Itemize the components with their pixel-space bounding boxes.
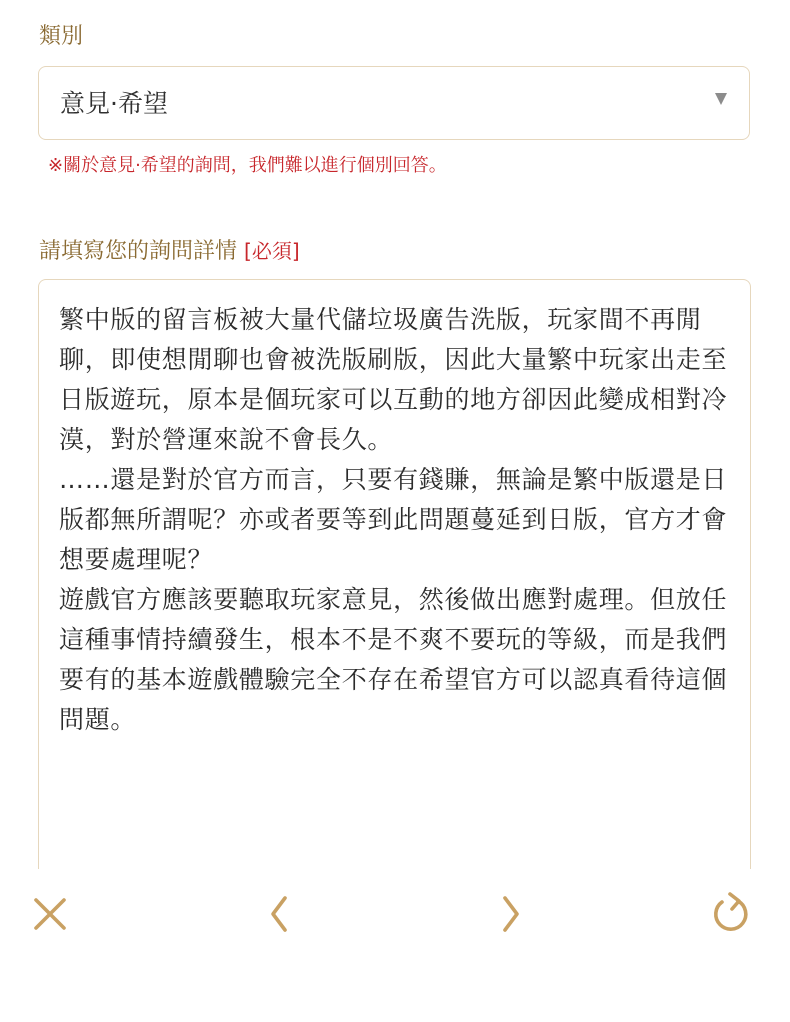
browser-toolbar	[0, 869, 790, 1022]
details-label: 請填寫您的詢問詳情	[39, 239, 238, 264]
category-selected-value: 意見·希望	[60, 89, 168, 118]
required-badge: [必須]	[244, 239, 300, 263]
category-label: 類別	[39, 24, 84, 49]
category-select[interactable]	[38, 66, 750, 140]
dropdown-arrow-icon	[715, 93, 727, 105]
details-textarea-content[interactable]: 繁中版的留言板被大量代儲垃圾廣告洗版，玩家間不再閒聊，即使想閒聊也會被洗版刷版，因此大量繁中玩家出走至日版遊玩，原本是個玩家可以互動的地方卻因此變成相對冷漠，對於營運來說不會長久。 ……還是對於官方而言，只要有錢賺，無論是繁中版還是日版都無所謂呢？亦或者要等到此問題蔓延到日版，官方才會想要處理呢？ 遊戲官方應該要聽取玩家意見，然後做出應對處理。但放任這種事情持續發生，根本不是不爽不要玩的等級，而是我們要有的基本遊戲體驗完全不存在希望官方可以認真看待這個問題。	[59, 305, 728, 734]
details-label-row	[39, 234, 300, 269]
category-notice: ※關於意見·希望的詢問，我們難以進行個別回答。	[48, 155, 447, 176]
back-icon[interactable]	[257, 891, 303, 937]
forward-icon[interactable]	[487, 891, 533, 937]
close-icon[interactable]	[27, 891, 73, 937]
reload-icon[interactable]	[708, 891, 754, 937]
details-textarea[interactable]	[38, 279, 751, 869]
